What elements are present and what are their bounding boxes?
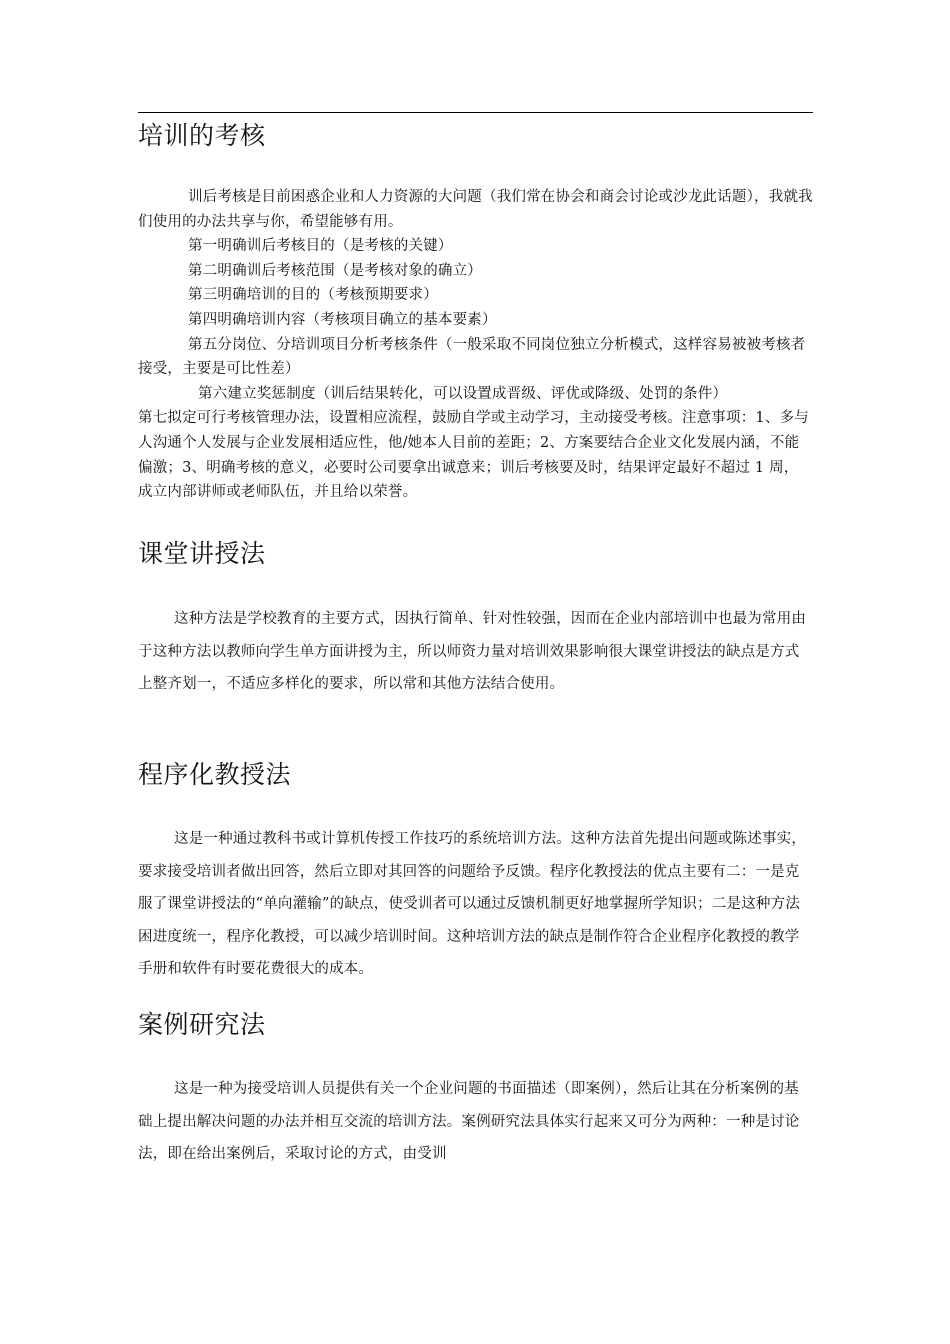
paragraph: 这是一种为接受培训人员提供有关一个企业问题的书面描述（即案例），然后让其在分析案例的基础上提出解决问题的办法并相互交流的培训方法。案例研究法具体实行起来又可分为两种：一种是讨论法，即在给出案例后，采取讨论的方式，由受训 [138, 1081, 800, 1162]
section-body-programmed-instruction [138, 823, 813, 986]
paragraph: 训后考核是目前困惑企业和人力资源的大问题（我们常在协会和商会讨论或沙龙此话题），我就我们使用的办法共享与你，希望能够有用。 [138, 189, 813, 230]
section-body-training-assessment [138, 185, 813, 505]
section-title-programmed-instruction: 程序化教授法 [138, 760, 292, 789]
header-rule [138, 112, 813, 113]
paragraph: 第四明确培训内容（考核项目确立的基本要素） [188, 311, 497, 328]
section-title-training-assessment: 培训的考核 [138, 121, 266, 150]
paragraph: 这是一种通过教科书或计算机传授工作技巧的系统培训方法。这种方法首先提出问题或陈述事实，要求接受培训者做出回答，然后立即对其回答的问题给予反馈。程序化教授法的优点主要有二：一是克服了课堂讲授法的“单向灌输”的缺点，使受训者可以通过反馈机制更好地掌握所学知识；二是这种方法困进度统一，程序化教授，可以减少培训时间。这种培训方法的缺点是制作符合企业程序化教授的教学手册和软件有时要花费很大的成本。 [138, 831, 807, 977]
section-title-case-study: 案例研究法 [138, 1010, 266, 1039]
section-body-case-study [138, 1073, 813, 1171]
paragraph: 第一明确训后考核目的（是考核的关键） [188, 238, 453, 255]
paragraph: 第六建立奖惩制度（训后结果转化，可以设置成晋级、评优或降级、处罚的条件） [198, 385, 728, 402]
paragraph: 第五分岗位、分培训项目分析考核条件（一般采取不同岗位独立分析模式，这样容易被被考核者接受，主要是可比性差） [138, 336, 806, 378]
paragraph: 第三明确培训的目的（考核预期要求） [188, 287, 438, 304]
paragraph: 这种方法是学校教育的主要方式，因执行简单、针对性较强，因而在企业内部培训中也最为常用由于这种方法以教师向学生单方面讲授为主，所以师资力量对培训效果影响很大课堂讲授法的缺点是方式上整齐划一，不适应多样化的要求，所以常和其他方法结合使用。 [138, 611, 807, 692]
paragraph: 第七拟定可行考核管理办法，设置相应流程，鼓励自学或主动学习，主动接受考核。注意事项：1、多与人沟通个人发展与企业发展相适应性，他/她本人目前的差距；2、方案要结合企业文化发展内涵，不能偏激；3、明确考核的意义，必要时公司要拿出诚意来；训后考核要及时，结果评定最好不超过 1 周，成立内部讲师或老师队伍，并且给以荣誉。 [138, 410, 809, 501]
section-title-lecture-method: 课堂讲授法 [138, 539, 266, 568]
section-body-lecture-method [138, 603, 813, 701]
paragraph: 第二明确训后考核范围（是考核对象的确立） [188, 262, 482, 279]
